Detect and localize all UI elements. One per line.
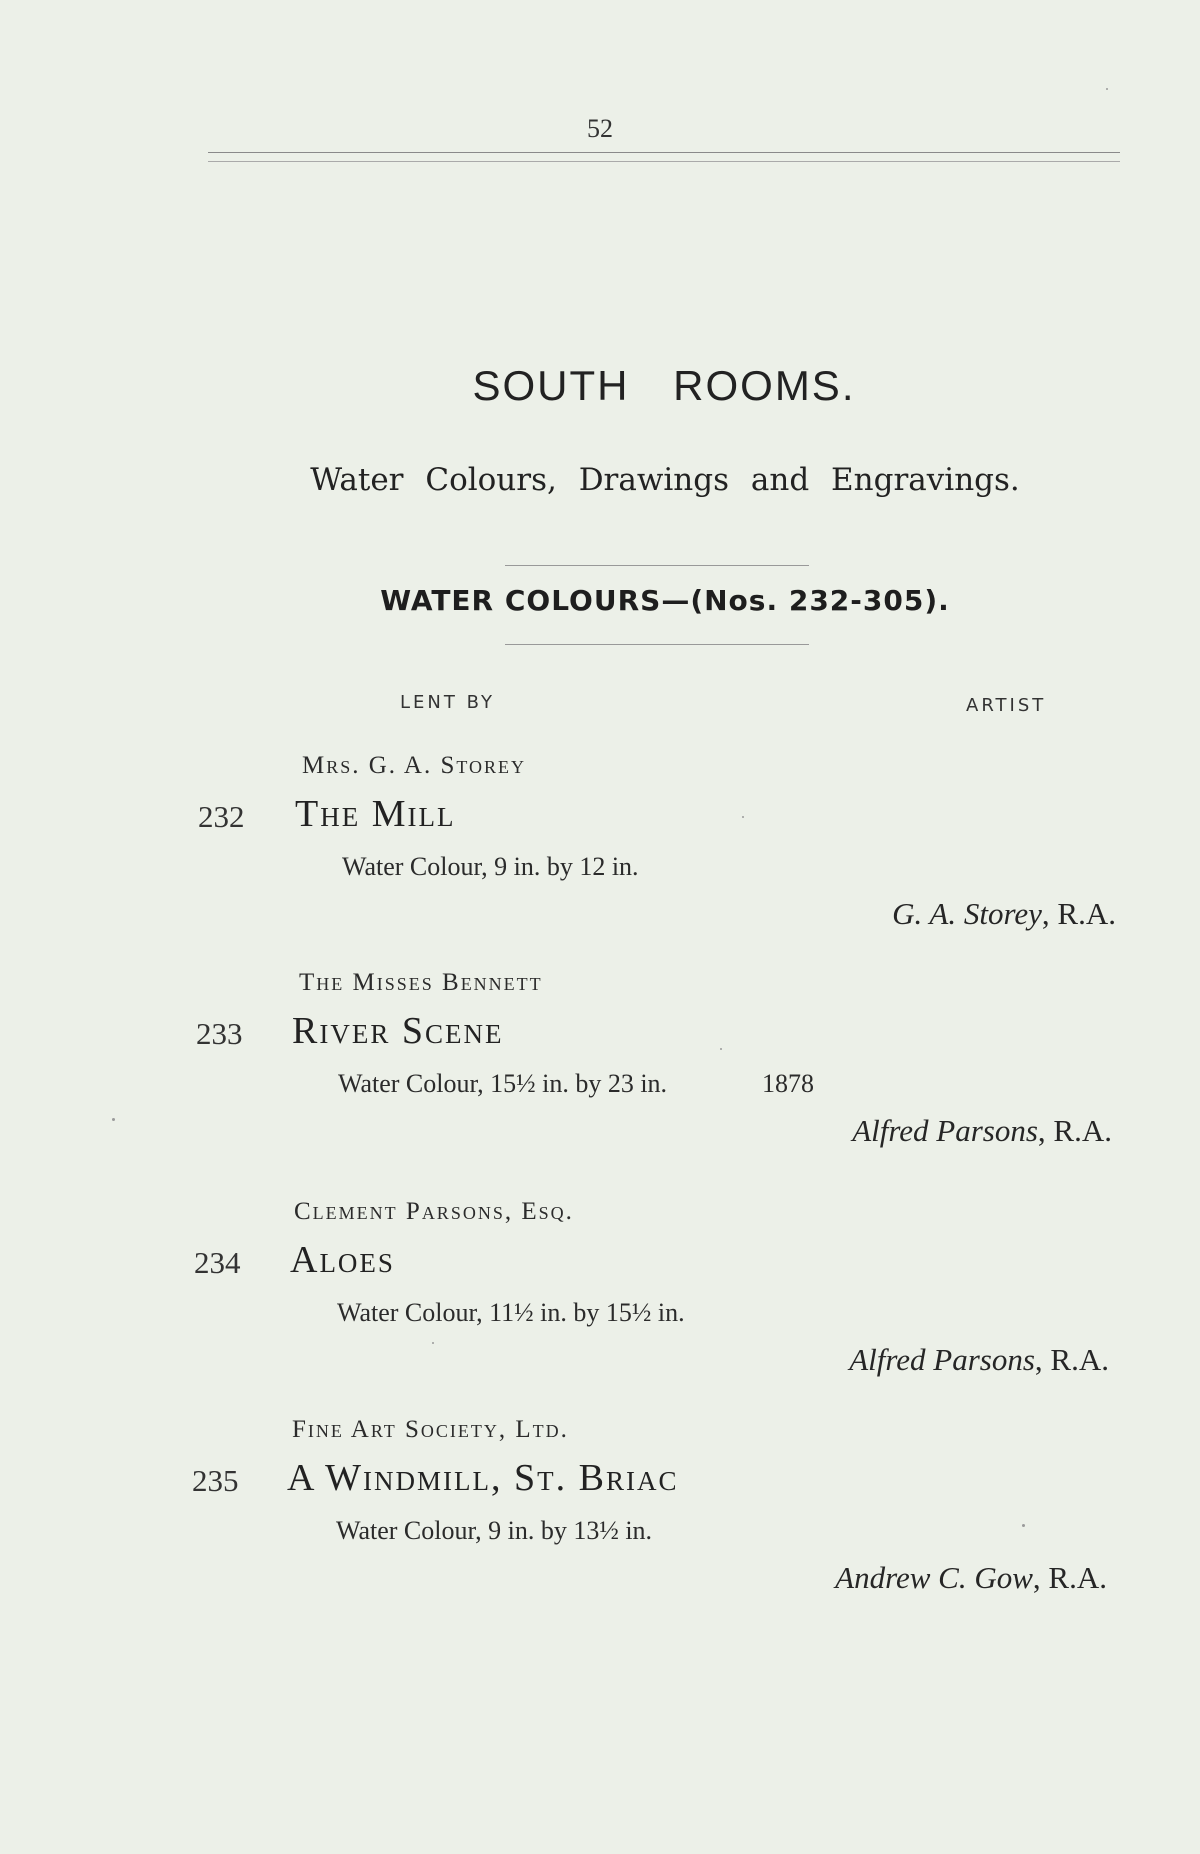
paper-speck (432, 1342, 434, 1344)
entry-number: 235 (192, 1463, 239, 1498)
paper-speck (720, 1048, 722, 1050)
paper-speck (1022, 1524, 1025, 1527)
catalogue-entry-233 (0, 969, 1200, 1169)
entry-lender: The Misses Bennett (299, 969, 543, 996)
entry-medium: Water Colour, 11½ in. by 15½ in. (337, 1298, 685, 1327)
page-number: 52 (587, 114, 613, 143)
column-header-artist: ARTIST (966, 695, 1047, 716)
entry-number: 233 (196, 1016, 243, 1051)
entry-artist (852, 1113, 1112, 1149)
section-subtitle: Water Colours, Drawings and Engravings. (310, 462, 1020, 498)
artist-name: G. A. Storey (892, 896, 1042, 931)
category-rule-top (505, 565, 809, 566)
entry-lender: Fine Art Society, Ltd. (292, 1416, 569, 1443)
catalogue-entry-235 (0, 1416, 1200, 1616)
entry-lender: Clement Parsons, Esq. (294, 1198, 574, 1225)
artist-suffix: , R.A. (1041, 896, 1116, 931)
entry-number: 232 (198, 799, 245, 834)
paper-speck (112, 1118, 115, 1121)
header-rule-secondary (208, 161, 1120, 162)
paper-speck (742, 816, 744, 818)
category-heading: WATER COLOURS—(Nos. 232-305). (380, 584, 950, 617)
catalogue-entry-234 (0, 1198, 1200, 1398)
paper-speck (1106, 88, 1108, 90)
column-header-lent-by: LENT BY (400, 692, 495, 713)
category-rule-bottom (505, 644, 809, 645)
entry-title: A Windmill, St. Briac (287, 1457, 679, 1499)
entry-medium: Water Colour, 9 in. by 13½ in. (336, 1516, 653, 1545)
entry-title: Aloes (290, 1239, 395, 1281)
artist-suffix: , R.A. (1037, 1113, 1112, 1148)
entry-number: 234 (194, 1245, 241, 1280)
artist-suffix: , R.A. (1034, 1342, 1109, 1377)
catalogue-entry-232 (0, 752, 1200, 952)
section-title: SOUTH ROOMS. (472, 362, 856, 409)
entry-medium: Water Colour, 9 in. by 12 in. (342, 852, 639, 881)
artist-suffix: , R.A. (1032, 1560, 1107, 1595)
entry-artist (835, 1560, 1107, 1596)
entry-title: River Scene (292, 1010, 504, 1052)
entry-artist (892, 896, 1116, 932)
entry-lender: Mrs. G. A. Storey (302, 752, 527, 779)
entry-title: The Mill (295, 793, 456, 835)
artist-name: Alfred Parsons (849, 1342, 1035, 1377)
entry-year: 1878 (762, 1069, 814, 1098)
artist-name: Andrew C. Gow (835, 1560, 1033, 1595)
entry-medium: Water Colour, 15½ in. by 23 in. (338, 1069, 668, 1098)
header-rule (208, 152, 1120, 153)
entry-artist (849, 1342, 1109, 1378)
artist-name: Alfred Parsons (852, 1113, 1038, 1148)
